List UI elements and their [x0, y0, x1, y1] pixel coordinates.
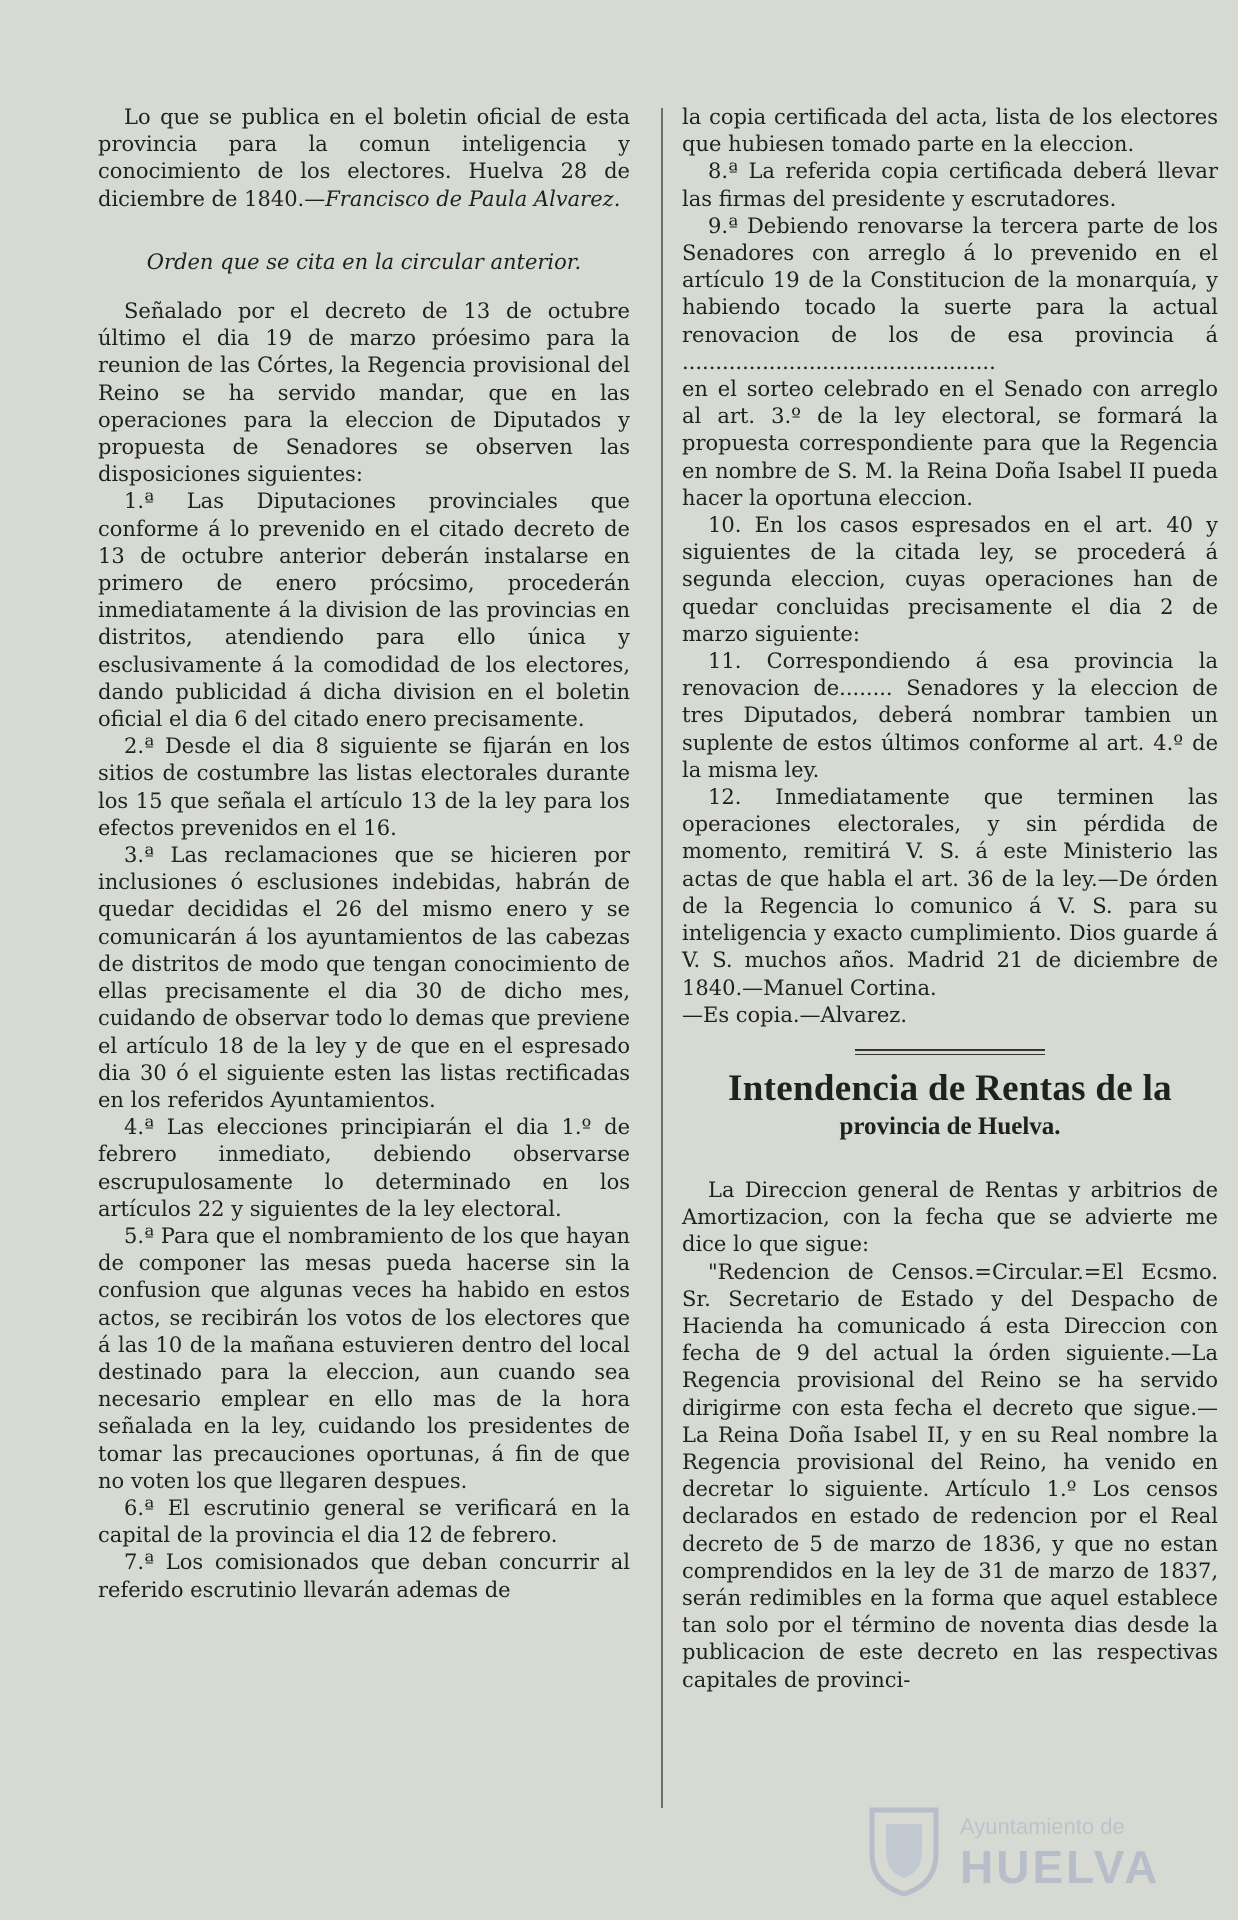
- article-6: 6.ª El escrutinio general se verificará en la capital de la provincia el dia 12 de febrero.: [98, 1495, 630, 1548]
- crest-icon: [864, 1802, 944, 1898]
- article-11: 11. Correspondiendo á esa provincia la renovacion de........ Senadores y la eleccion de tres Diputados, deberá nombrar tambien un suplente de estos últimos conforme al art. 4.º de la misma ley.: [682, 649, 1218, 782]
- article-7: 7.ª Los comisionados que deban concurrir al referido escrutinio llevarán ademas de: [98, 1550, 630, 1602]
- article-4: 4.ª Las elecciones principiarán el dia 1.º de febrero inmediato, debiendo observarse escrupulosamente lo determinado en los artículos 22 y siguientes de la ley electoral.: [98, 1115, 630, 1221]
- watermark-line1: Ayuntamiento de: [960, 1814, 1125, 1839]
- article-9: 9.ª Debiendo renovarse la tercera parte de los Senadores con arreglo á lo prevenido en el artículo 19 de la Constitucion de la monarquía, y habiendo tocado la suerte para la actual renovacion de los de esa provincia á ...............................................: [682, 213, 1218, 374]
- intro-signature: Francisco de Paula Alvarez.: [325, 186, 621, 211]
- rentas-intro: La Direccion general de Rentas y arbitrios de Amortizacion, con la fecha que se advierte me dice lo que sigue:: [682, 1177, 1218, 1257]
- continuation-paragraph: la copia certificada del acta, lista de los electores que hubiesen tomado parte en la eleccion.: [682, 105, 1218, 157]
- right-column: [682, 104, 1218, 1694]
- left-column: [98, 104, 630, 1604]
- article-10: 10. En los casos espresados en el art. 40 y siguientes de la citada ley, se procederá á segunda eleccion, cuyas operaciones han de quedar concluidas precisamente el dia 2 de marzo siguiente:: [682, 513, 1218, 646]
- es-copia-line: —Es copia.—Alvarez.: [682, 1002, 908, 1027]
- article-5: 5.ª Para que el nombramiento de los que hayan de componer las mesas pueda hacerse sin la confusion que algunas veces ha habido en estos actos, se recibirán los votos de los electores que á las 10 de la mañana estuvieren dentro del local destinado para la eleccion, aun cuando sea necesario emplear en ello mas de la hora señalada en la ley, cuidando los presidentes de tomar las precauciones oportunas, á fin de que no voten los que llegaren despues.: [98, 1223, 630, 1493]
- article-12: 12. Inmediatamente que terminen las operaciones electorales, y sin pérdida de momento, remitirá V. S. á este Ministerio las actas de que habla el art. 36 de la ley.—De órden de la Regencia lo comunico á V. S. para su inteligencia y exacto cumplimiento. Dios guarde á V. S. muchos años. Madrid 21 de diciembre de 1840.—Manuel Cortina.: [682, 785, 1218, 1000]
- article-8: 8.ª La referida copia certificada deberá llevar las firmas del presidente y escrutadores.: [682, 159, 1218, 211]
- intro-text: Lo que se publica en el boletin oficial de esta provincia para la comun inteligencia y conocimiento de los electores. Huelva 28 de diciembre de 1840.—: [98, 105, 630, 211]
- watermark-line2: HUELVA: [960, 1841, 1161, 1893]
- column-divider: [661, 108, 663, 1808]
- section-title: Intendencia de Rentas de la: [728, 1067, 1172, 1109]
- article-3: 3.ª Las reclamaciones que se hicieren por inclusiones ó esclusiones indebidas, habrán de quedar decididas el 26 del mismo enero y se comunicarán á los ayuntamientos de las cabezas de distritos de modo que tengan conocimiento de ellas precisamente el dia 30 de dicho mes, cuidando de observar todo lo demas que previene el artículo 18 de la ley y de que en el espresado dia 30 ó el siguiente esten las listas rectificadas en los referidos Ayuntamientos.: [98, 843, 630, 1112]
- section-rule: [855, 1049, 1045, 1055]
- article-1: 1.ª Las Diputaciones provinciales que conforme á lo prevenido en el citado decreto de 13 de octubre anterior deberán instalarse en primero de enero prócsimo, procederán inmediatamente á la division de las provincias en distritos, atendiendo para ello única y esclusivamente á la comodidad de los electores, dando publicidad á dicha division en el boletin oficial el dia 6 del citado enero precisamente.: [98, 489, 630, 732]
- section-subtitle: provincia de Huelva.: [839, 1112, 1061, 1140]
- intro-paragraph: [98, 104, 630, 213]
- ayuntamiento-watermark: [860, 1800, 1220, 1900]
- article-2: 2.ª Desde el dia 8 siguiente se fijarán en los sitios de costumbre las listas electorales durante los 15 que señala el artículo 13 de la ley para los efectos prevenidos en el 16.: [98, 734, 630, 840]
- preamble-paragraph: Señalado por el decreto de 13 de octubre último el dia 19 de marzo próesimo para la reunion de las Córtes, la Regencia provisional del Reino se ha servido mandar, que en las operaciones para la eleccion de Diputados y propuesta de Senadores se observen las disposiciones siguientes:: [98, 299, 630, 487]
- order-heading: Orden que se cita en la circular anterior.: [146, 249, 582, 274]
- article-9-continued: en el sorteo celebrado en el Senado con arreglo al art. 3.º de la ley electoral, se formará la propuesta correspondiente para que la Regencia en nombre de S. M. la Reina Doña Isabel II pueda hacer la oportuna eleccion.: [682, 377, 1218, 510]
- circular-paragraph: "Redencion de Censos.=Circular.=El Ecsmo. Sr. Secretario de Estado y del Despacho de Hacienda ha comunicado á esta Direccion con fecha de 9 del actual la órden siguiente.—La Regencia provisional del Reino se ha servido dirigirme con esta fecha el decreto que sigue.—La Reina Doña Isabel II, y en su Real nombre la Regencia provisional del Reino, ha venido en decretar lo siguiente. Artículo 1.º Los censos declarados en estado de redencion por el Real decreto de 5 de marzo de 1836, y que no estan comprendidos en la ley de 31 de marzo de 1837, serán redimibles en la forma que aquel establece tan solo por el término de noventa dias desde la publicacion de este decreto en las respectivas capitales de provinci-: [682, 1259, 1218, 1692]
